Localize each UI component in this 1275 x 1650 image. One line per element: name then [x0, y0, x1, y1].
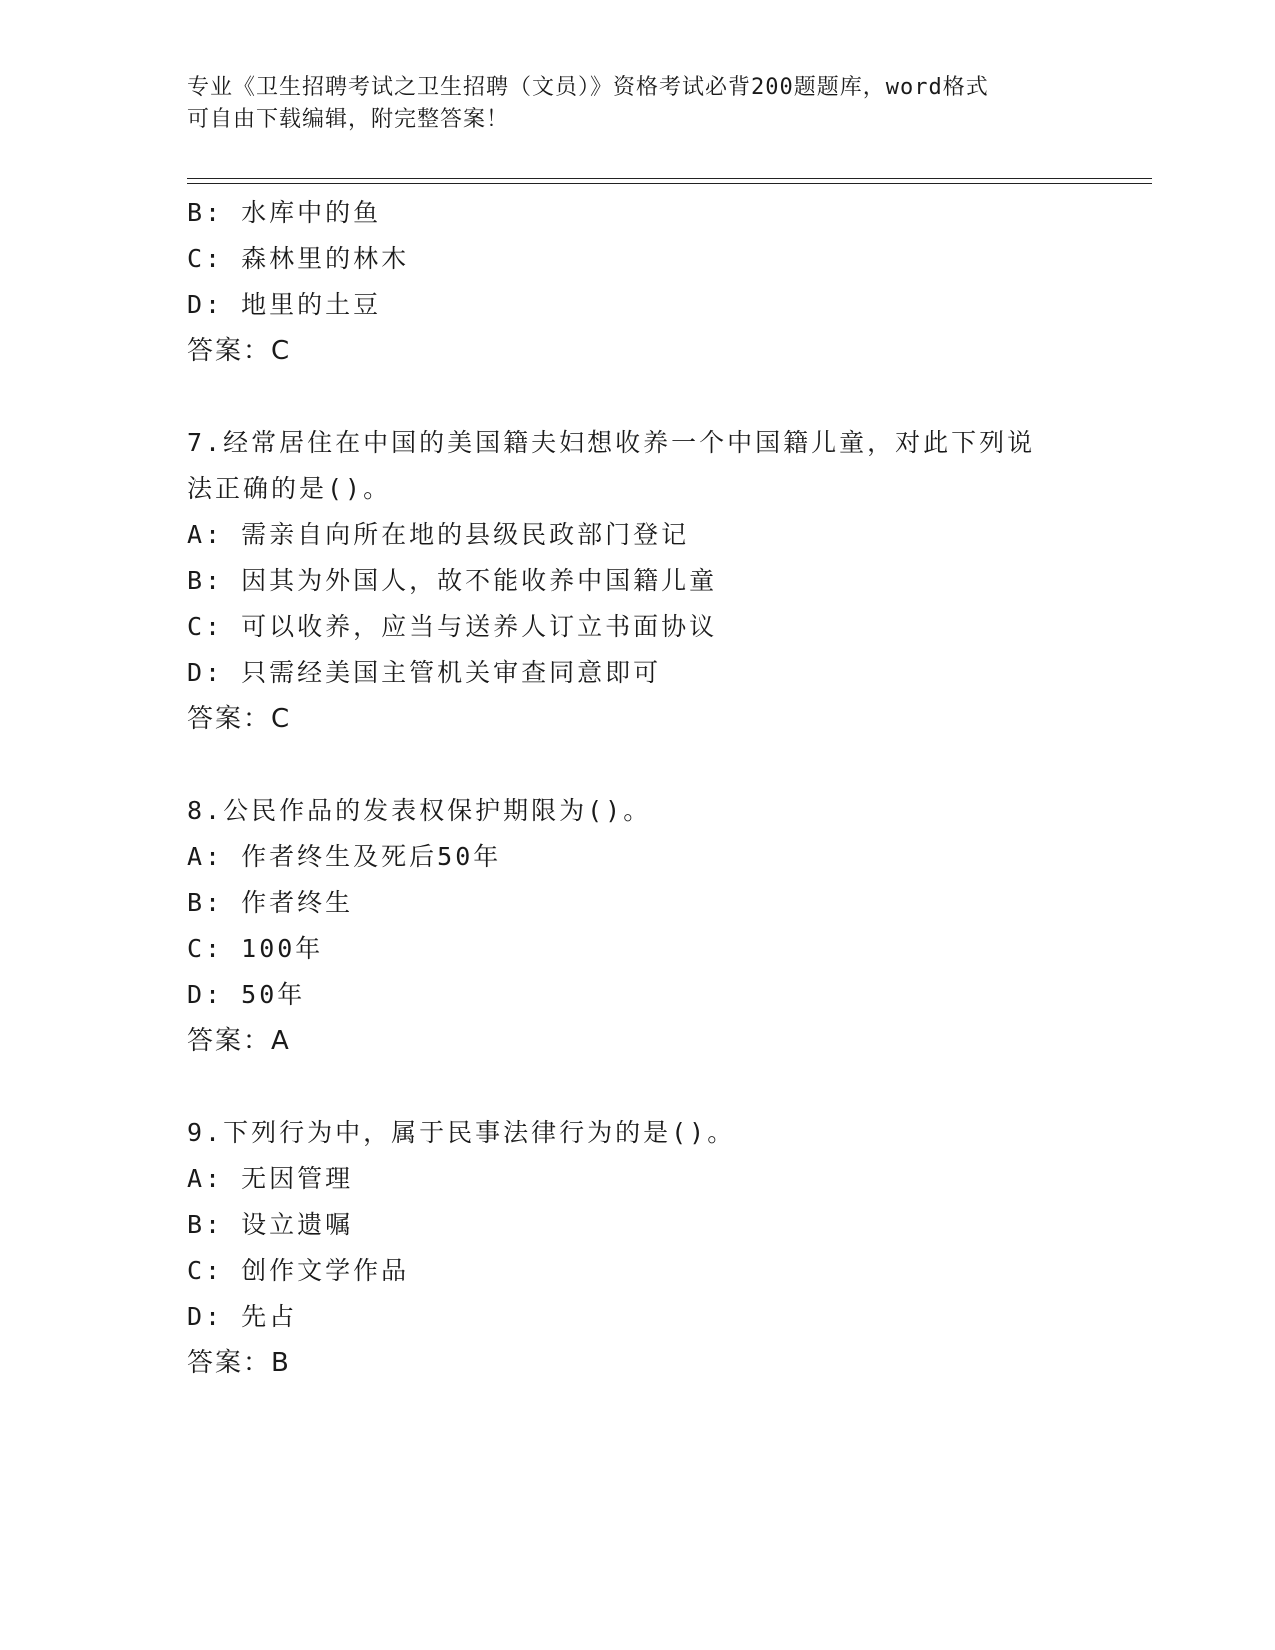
option-b: B: 水库中的鱼 — [187, 198, 382, 227]
answer-line: 答案：C — [187, 704, 292, 734]
header-line-1: 专业《卫生招聘考试之卫生招聘（文员）》资格考试必背200题题库，word格式 — [187, 75, 989, 100]
option-c: C: 100年 — [187, 934, 324, 963]
question-stem-continued: 法正确的是()。 — [187, 474, 392, 503]
option-d: D: 50年 — [187, 980, 306, 1009]
option-d: D: 地里的土豆 — [187, 290, 382, 319]
question-9 — [187, 1110, 1087, 1386]
option-b: B: 因其为外国人，故不能收养中国籍儿童 — [187, 566, 718, 595]
question-spacer — [187, 742, 1087, 788]
question-8 — [187, 788, 1087, 1064]
option-a: A: 作者终生及死后50年 — [187, 842, 502, 871]
question-stem: 8.公民作品的发表权保护期限为()。 — [187, 796, 652, 825]
option-c: C: 森林里的林木 — [187, 244, 410, 273]
option-c: C: 创作文学作品 — [187, 1256, 410, 1285]
question-stem: 9.下列行为中，属于民事法律行为的是()。 — [187, 1118, 736, 1147]
answer-line: 答案：C — [187, 336, 292, 366]
option-b: B: 作者终生 — [187, 888, 354, 917]
answer-line: 答案：A — [187, 1026, 291, 1056]
option-d: D: 先占 — [187, 1302, 298, 1331]
header-divider-bottom — [187, 183, 1152, 184]
option-a: A: 需亲自向所在地的县级民政部门登记 — [187, 520, 690, 549]
question-7 — [187, 420, 1087, 742]
answer-line: 答案：B — [187, 1348, 291, 1378]
question-spacer — [187, 1064, 1087, 1110]
header-divider-top — [187, 178, 1152, 179]
question-stem: 7.经常居住在中国的美国籍夫妇想收养一个中国籍儿童，对此下列说 — [187, 428, 1036, 457]
option-b: B: 设立遗嘱 — [187, 1210, 354, 1239]
option-d: D: 只需经美国主管机关审查同意即可 — [187, 658, 662, 687]
question-spacer — [187, 374, 1087, 420]
header-line-2: 可自由下载编辑，附完整答案！ — [187, 107, 510, 132]
question-fragment — [187, 190, 1087, 374]
option-a: A: 无因管理 — [187, 1164, 354, 1193]
document-header — [187, 72, 1067, 136]
option-c: C: 可以收养，应当与送养人订立书面协议 — [187, 612, 718, 641]
question-content — [187, 190, 1087, 1386]
